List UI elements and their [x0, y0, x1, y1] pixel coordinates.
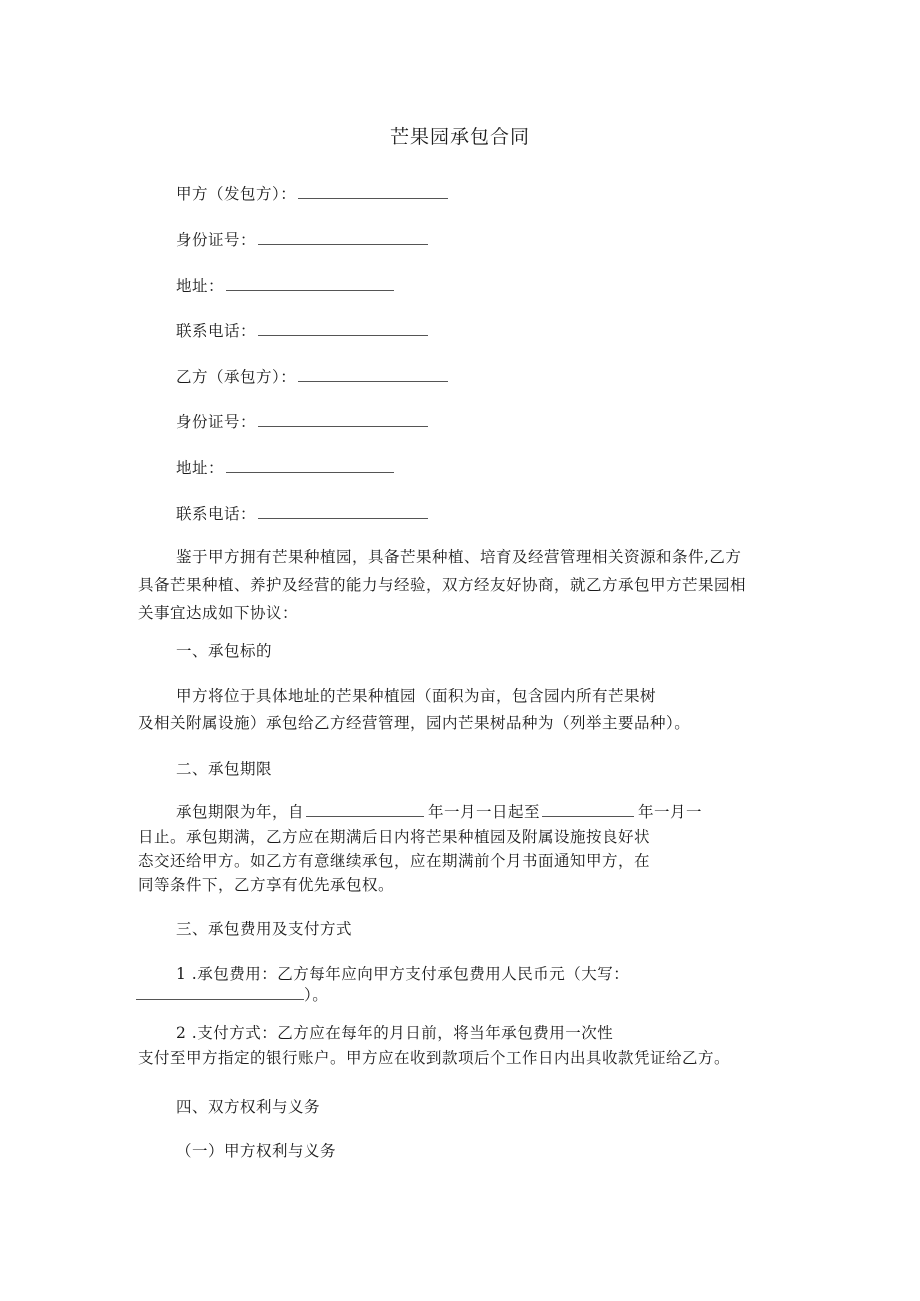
party-a-address-row: [176, 275, 394, 297]
start-year-blank[interactable]: [306, 802, 424, 817]
section-2-line-3: 态交还给甲方。如乙方有意继续承包，应在期满前个月书面通知甲方，在: [138, 852, 651, 870]
party-b-id-row: [176, 411, 428, 433]
section-2-line-1: [176, 801, 702, 823]
party-b-phone-label: 联系电话：: [176, 505, 257, 523]
party-b-address-row: [176, 457, 394, 479]
party-a-name-blank[interactable]: [298, 184, 448, 199]
section-4-sub-1: （一）甲方权利与义务: [176, 1142, 337, 1160]
amount-in-words-blank[interactable]: [136, 985, 304, 1000]
party-b-address-label: 地址：: [176, 459, 225, 477]
preamble-line-1: 鉴于甲方拥有芒果种植园，具备芒果种植、培育及经营管理相关资源和条件,乙方: [176, 548, 742, 566]
section-2-line-1-part-c: 年一月一: [638, 803, 703, 821]
section-2-line-2: 日止。承包期满，乙方应在期满后日内将芒果种植园及附属设施按良好状: [138, 828, 651, 846]
party-b-phone-row: [176, 503, 428, 525]
party-a-id-row: [176, 229, 428, 251]
party-b-name-row: [176, 366, 448, 388]
document-title: 芒果园承包合同: [389, 126, 530, 148]
section-2-line-1-part-a: 承包期限为年，自: [176, 803, 305, 821]
preamble-line-2: 具备芒果种植、养护及经营的能力与经验，双方经友好协商，就乙方承包甲方芒果园相: [138, 576, 747, 594]
party-b-id-blank[interactable]: [258, 412, 428, 427]
section-3-item-1-line-2: [136, 984, 328, 1006]
section-4-heading: 四、双方权利与义务: [176, 1098, 321, 1116]
section-3-item-2-line-2: 支付至甲方指定的银行账户。甲方应在收到款项后个工作日内出具收款凭证给乙方。: [138, 1049, 731, 1067]
party-a-address-blank[interactable]: [226, 276, 394, 291]
section-1-heading: 一、承包标的: [176, 642, 273, 660]
party-a-name-label: 甲方（发包方）：: [176, 185, 297, 203]
section-3-heading: 三、承包费用及支付方式: [176, 920, 353, 938]
party-a-phone-row: [176, 320, 428, 342]
section-2-line-1-part-b: 年一月一日起至: [428, 803, 541, 821]
section-2-line-4: 同等条件下，乙方享有优先承包权。: [138, 876, 395, 894]
party-a-phone-blank[interactable]: [258, 321, 428, 336]
end-year-blank[interactable]: [542, 802, 634, 817]
section-1-line-1: 甲方将位于具体地址的芒果种植园（面积为亩，包含园内所有芒果树: [176, 687, 657, 705]
section-1-line-2: 及相关附属设施）承包给乙方经营管理，园内芒果树品种为（列举主要品种）。: [138, 714, 691, 732]
party-b-address-blank[interactable]: [226, 458, 394, 473]
section-3-item-1-end: ）。: [304, 986, 329, 1004]
party-b-phone-blank[interactable]: [258, 504, 428, 519]
party-a-name-row: [176, 183, 448, 205]
section-3-item-2-line-1: 2 .支付方式：乙方应在每年的月日前，将当年承包费用一次性: [176, 1024, 614, 1042]
party-a-address-label: 地址：: [176, 277, 225, 295]
party-b-name-label: 乙方（承包方）：: [176, 368, 297, 386]
party-a-id-blank[interactable]: [258, 230, 428, 245]
party-a-phone-label: 联系电话：: [176, 322, 257, 340]
preamble-line-3: 关事宜达成如下协议：: [138, 604, 299, 622]
section-3-item-1-line-1: 1 .承包费用：乙方每年应向甲方支付承包费用人民币元（大写：: [176, 965, 630, 983]
party-b-id-label: 身份证号：: [176, 413, 257, 431]
party-a-id-label: 身份证号：: [176, 231, 257, 249]
section-2-heading: 二、承包期限: [176, 760, 273, 778]
party-b-name-blank[interactable]: [298, 367, 448, 382]
